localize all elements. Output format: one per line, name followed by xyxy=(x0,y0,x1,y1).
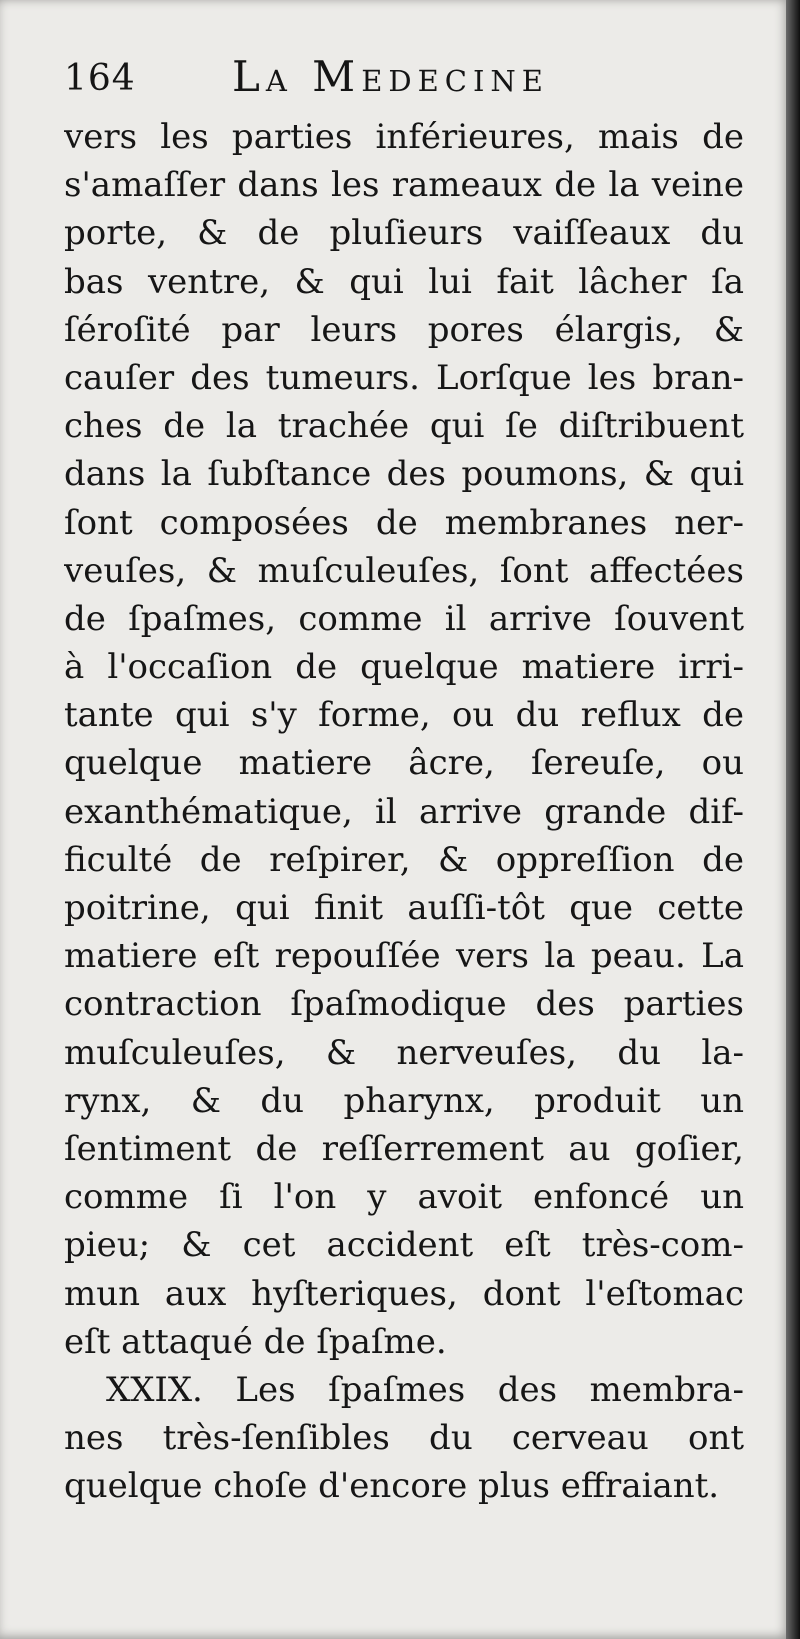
page-number: 164 xyxy=(64,58,136,99)
text-line: bas ventre, & qui lui fait lâcher ſa xyxy=(64,261,744,302)
text-line: porte, & de pluſieurs vaiſſeaux du xyxy=(64,213,744,254)
text-line: ficulté de reſpirer, & oppreſſion de xyxy=(64,839,744,880)
text-line: comme ſi l'on y avoit enfoncé un xyxy=(64,1177,744,1218)
page-edge-shadow xyxy=(786,0,800,1639)
text-line: tante qui s'y forme, ou du reflux de xyxy=(64,695,744,736)
text-line: dans la ſubſtance des poumons, & qui xyxy=(64,454,744,495)
text-line: nes très-ſenſibles du cerveau ont xyxy=(64,1418,744,1459)
text-line: eſt attaqué de ſpaſme. xyxy=(64,1321,447,1362)
text-line: à l'occaſion de quelque matiere irri- xyxy=(64,647,744,688)
text-line: quelque choſe d'encore plus effraiant. xyxy=(64,1466,720,1507)
text-line: ſont composées de membranes ner- xyxy=(64,502,744,543)
text-line: contraction ſpaſmodique des parties xyxy=(64,984,744,1025)
text-line: ches de la trachée qui ſe diſtribuent xyxy=(64,406,744,447)
text-line: vers les parties inférieures, mais de xyxy=(64,117,744,157)
section-start-line: XXIX. Les ſpaſmes des membra- xyxy=(106,1369,744,1410)
text-line: s'amaſſer dans les rameaux de la veine xyxy=(64,165,744,206)
text-line: veuſes, & muſculeuſes, ſont affectées xyxy=(64,550,744,591)
text-line: ſentiment de reſſerrement au goſier, xyxy=(64,1128,744,1169)
text-line: quelque matiere âcre, ſereuſe, ou xyxy=(64,743,744,784)
text-line: de ſpaſmes, comme il arrive ſouvent xyxy=(64,598,744,639)
text-line: poitrine, qui finit auſſi-tôt que cette xyxy=(64,888,744,928)
text-line: rynx, & du pharynx, produit un xyxy=(64,1080,744,1121)
text-line: muſculeuſes, & nerveuſes, du la- xyxy=(64,1032,744,1073)
running-head: La Medecine xyxy=(232,52,549,101)
page-header xyxy=(64,48,744,106)
text-line: exanthématique, il arrive grande dif- xyxy=(64,791,744,832)
text-line: ſéroſité par leurs pores élargis, & xyxy=(64,309,744,350)
text-line: mun aux hyſteriques, dont l'eſtomac xyxy=(64,1273,744,1314)
text-line: pieu; & cet accident eſt très-com- xyxy=(64,1225,744,1266)
body-text xyxy=(64,113,744,1510)
text-line: cauſer des tumeurs. Lorſque les bran- xyxy=(64,357,744,398)
text-line: matiere eſt repouſſée vers la peau. La xyxy=(64,936,744,977)
